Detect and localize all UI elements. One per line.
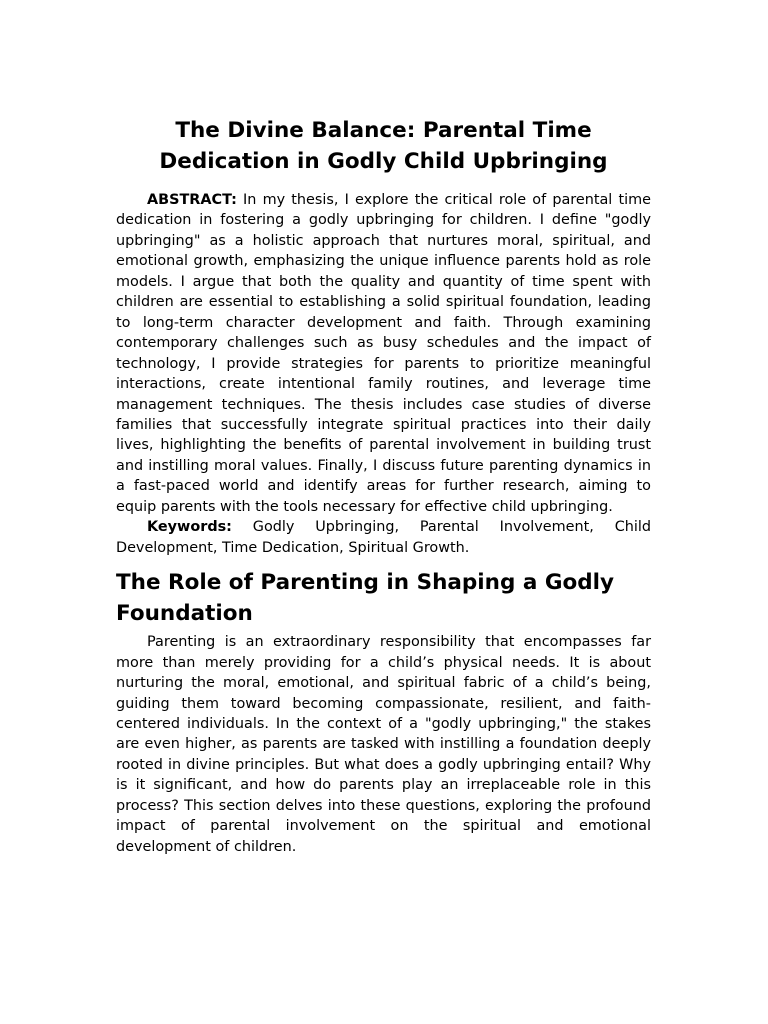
abstract-text: In my thesis, I explore the critical role of parental time dedication in fostering a godly upbringing for children. I define "godly upbringing" as a holistic approach that nurtures moral, spiritual, and emotional growth, emphasizing the unique influence parents hold as role models. I argue that both the quality and quantity of time spent with children are essential to establishing a solid spiritual foundation, leading to long-term character development and faith. Through examining contemporary challenges such as busy schedules and the impact of technology, I provide strategies for parents to prioritize meaningful interactions, create intentional family routines, and leverage time management techniques. The thesis includes case studies of diverse families that successfully integrate spiritual practices into their daily lives, highlighting the benefits of parental involvement in building trust and instilling moral values. Finally, I discuss future parenting dynamics in a fast-paced world and identify areas for further research, aiming to equip parents with the tools necessary for effective child upbringing. xyxy=(116,192,651,515)
section-heading: The Role of Parenting in Shaping a Godly Foundation xyxy=(116,570,615,626)
section-paragraph: Parenting is an extraordinary responsibility that encompasses far more than merely providing for a child’s physical needs. It is about nurturing the moral, emotional, and spiritual fabric of a child’s being, guiding them toward becoming compassionate, resilient, and faith-centered individuals. In the context of a "godly upbringing," the stakes are even higher, as parents are tasked with instilling a foundation deeply rooted in divine principles. But what does a godly upbringing entail? Why is it significant, and how do parents play an irreplaceable role in this process? This section delves into these questions, exploring the profound impact of parental involvement on the spiritual and emotional development of children. xyxy=(116,634,651,855)
keywords-paragraph xyxy=(116,517,651,558)
keywords-label: Keywords: xyxy=(147,519,232,536)
abstract-paragraph xyxy=(116,190,651,517)
keywords-text: Godly Upbringing, Parental Involvement, Child Development, Time Dedication, Spiritual Growth. xyxy=(116,519,651,556)
document-page xyxy=(116,116,651,857)
abstract-label: ABSTRACT: xyxy=(147,192,237,208)
document-title: The Divine Balance: Parental Time Dedication in Godly Child Upbringing xyxy=(159,118,608,174)
